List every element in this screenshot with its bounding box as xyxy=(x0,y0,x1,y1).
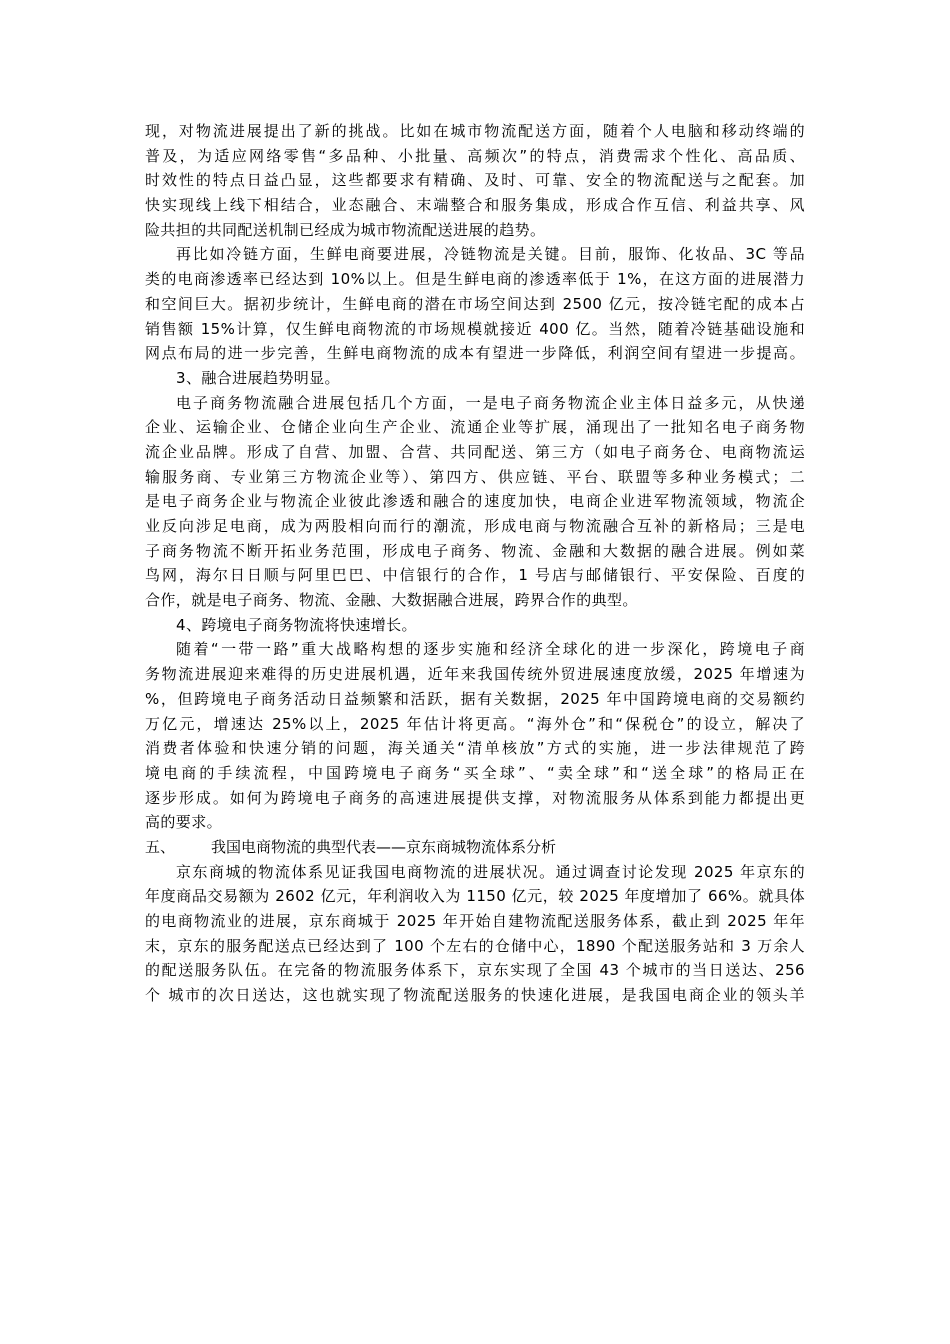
text-line: 年度商品交易额为 2602 亿元，年利润收入为 1150 亿元，较 2025 年度增加了 66%。就具体 xyxy=(145,887,805,906)
text-line: 末，京东的服务配送点已经达到了 100 个左右的仓储中心，1890 个配送服务站和 3 万余人 xyxy=(145,936,805,955)
text-line: 子商务物流不断开拓业务范围，形成电子商务、物流、金融和大数据的融合进展。例如菜 xyxy=(145,541,805,560)
text-line: 随着“一带一路”重大战略构想的逐步实施和经济全球化的进一步深化，跨境电子商 xyxy=(176,640,805,659)
text-line: 时效性的特点日益凸显，这些都要求有精确、及时、可靠、安全的物流配送与之配套。加 xyxy=(145,171,805,190)
text-line: 险共担的共同配送机制已经成为城市物流配送进展的趋势。 xyxy=(145,220,546,239)
text-line: 输服务商、专业第三方物流企业等）、第四方、供应链、平台、联盟等多种业务模式；二 xyxy=(145,467,805,486)
body-text-before xyxy=(145,119,805,835)
text-line: 企业、运输企业、仓储企业向生产企业、流通企业等扩展，涌现出了一批知名电子商务物 xyxy=(145,418,805,437)
text-line: 3、融合进展趋势明显。 xyxy=(176,368,340,387)
text-line: 销售额 15%计算，仅生鲜电商物流的市场规模就接近 400 亿。当然，随着冷链基础设施和 xyxy=(145,319,805,338)
body-text-after xyxy=(145,860,805,1008)
text-line: 务物流进展迎来难得的历史进展机遇，近年来我国传统外贸进展速度放缓，2025 年增速为 xyxy=(145,665,805,684)
text-line: 快实现线上线下相结合，业态融合、末端整合和服务集成，形成合作互信、利益共享、风 xyxy=(145,196,805,215)
text-line: 现，对物流进展提出了新的挑战。比如在城市物流配送方面，随着个人电脑和移动终端的 xyxy=(145,122,805,140)
text-line: 再比如冷链方面，生鲜电商要进展，冷链物流是关键。目前，服饰、化妆品、3C 等品 xyxy=(176,245,805,264)
text-line: 逐步形成。如何为跨境电子商务的高速进展提供支撑，对物流服务从体系到能力都提出更 xyxy=(145,788,805,807)
text-line: 境电商的手续流程，中国跨境电子商务“买全球”、“卖全球”和“送全球”的格局正在 xyxy=(145,763,805,782)
text-line: 的配送服务队伍。在完备的物流服务体系下，京东实现了全国 43 个城市的当日送达、256 xyxy=(145,961,805,980)
text-line: 和空间巨大。据初步统计，生鲜电商的潜在市场空间达到 2500 亿元，按冷链宅配的成本占 xyxy=(145,294,805,313)
document-page xyxy=(145,119,805,1008)
section-title: 我国电商物流的典型代表——京东商城物流体系分析 xyxy=(211,837,557,856)
text-line: 个 城市的次日送达，这也就实现了物流配送服务的快速化进展，是我国电商企业的领头羊 xyxy=(145,986,805,1005)
text-line: 万亿元，增速达 25%以上，2025 年估计将更高。“海外仓”和“保税仓”的设立，解决了 xyxy=(145,714,805,733)
text-line: 合作，就是电子商务、物流、金融、大数据融合进展，跨界合作的典型。 xyxy=(145,591,638,610)
text-line: 类的电商渗透率已经达到 10%以上。但是生鲜电商的渗透率低于 1%，在这方面的进展潜力 xyxy=(145,270,805,289)
text-line: 的电商物流业的进展，京东商城于 2025 年开始自建物流配送服务体系，截止到 2025 年年 xyxy=(145,912,805,930)
text-line: 高的要求。 xyxy=(145,813,223,832)
text-line: %，但跨境电子商务活动日益频繁和活跃，据有关数据，2025 年中国跨境电商的交易额约 xyxy=(145,689,805,708)
text-line: 流企业品牌。形成了自营、加盟、合营、共同配送、第三方（如电子商务仓、电商物流运 xyxy=(145,442,805,461)
text-line: 业反向涉足电商，成为两股相向而行的潮流，形成电商与物流融合互补的新格局；三是电 xyxy=(145,517,805,535)
text-line: 电子商务物流融合进展包括几个方面，一是电子商务物流企业主体日益多元，从快递 xyxy=(176,393,805,412)
text-line: 鸟网，海尔日日顺与阿里巴巴、中信银行的合作，1 号店与邮储银行、平安保险、百度的 xyxy=(145,566,805,585)
text-line: 是电子商务企业与物流企业彼此渗透和融合的速度加快，电商企业进军物流领域，物流企 xyxy=(145,492,805,511)
text-line: 京东商城的物流体系见证我国电商物流的进展状况。通过调查讨论发现 2025 年京东的 xyxy=(176,862,805,881)
section-number: 五、 xyxy=(145,837,176,856)
section-heading xyxy=(145,835,805,860)
text-line: 普及，为适应网络零售“多品种、小批量、高频次”的特点，消费需求个性化、高品质、 xyxy=(145,146,805,165)
text-line: 网点布局的进一步完善，生鲜电商物流的成本有望进一步降低，利润空间有望进一步提高。 xyxy=(145,344,805,363)
text-line: 4、跨境电子商务物流将快速增长。 xyxy=(176,615,417,634)
text-line: 消费者体验和快速分销的问题，海关通关“清单核放”方式的实施，进一步法律规范了跨 xyxy=(145,739,805,758)
